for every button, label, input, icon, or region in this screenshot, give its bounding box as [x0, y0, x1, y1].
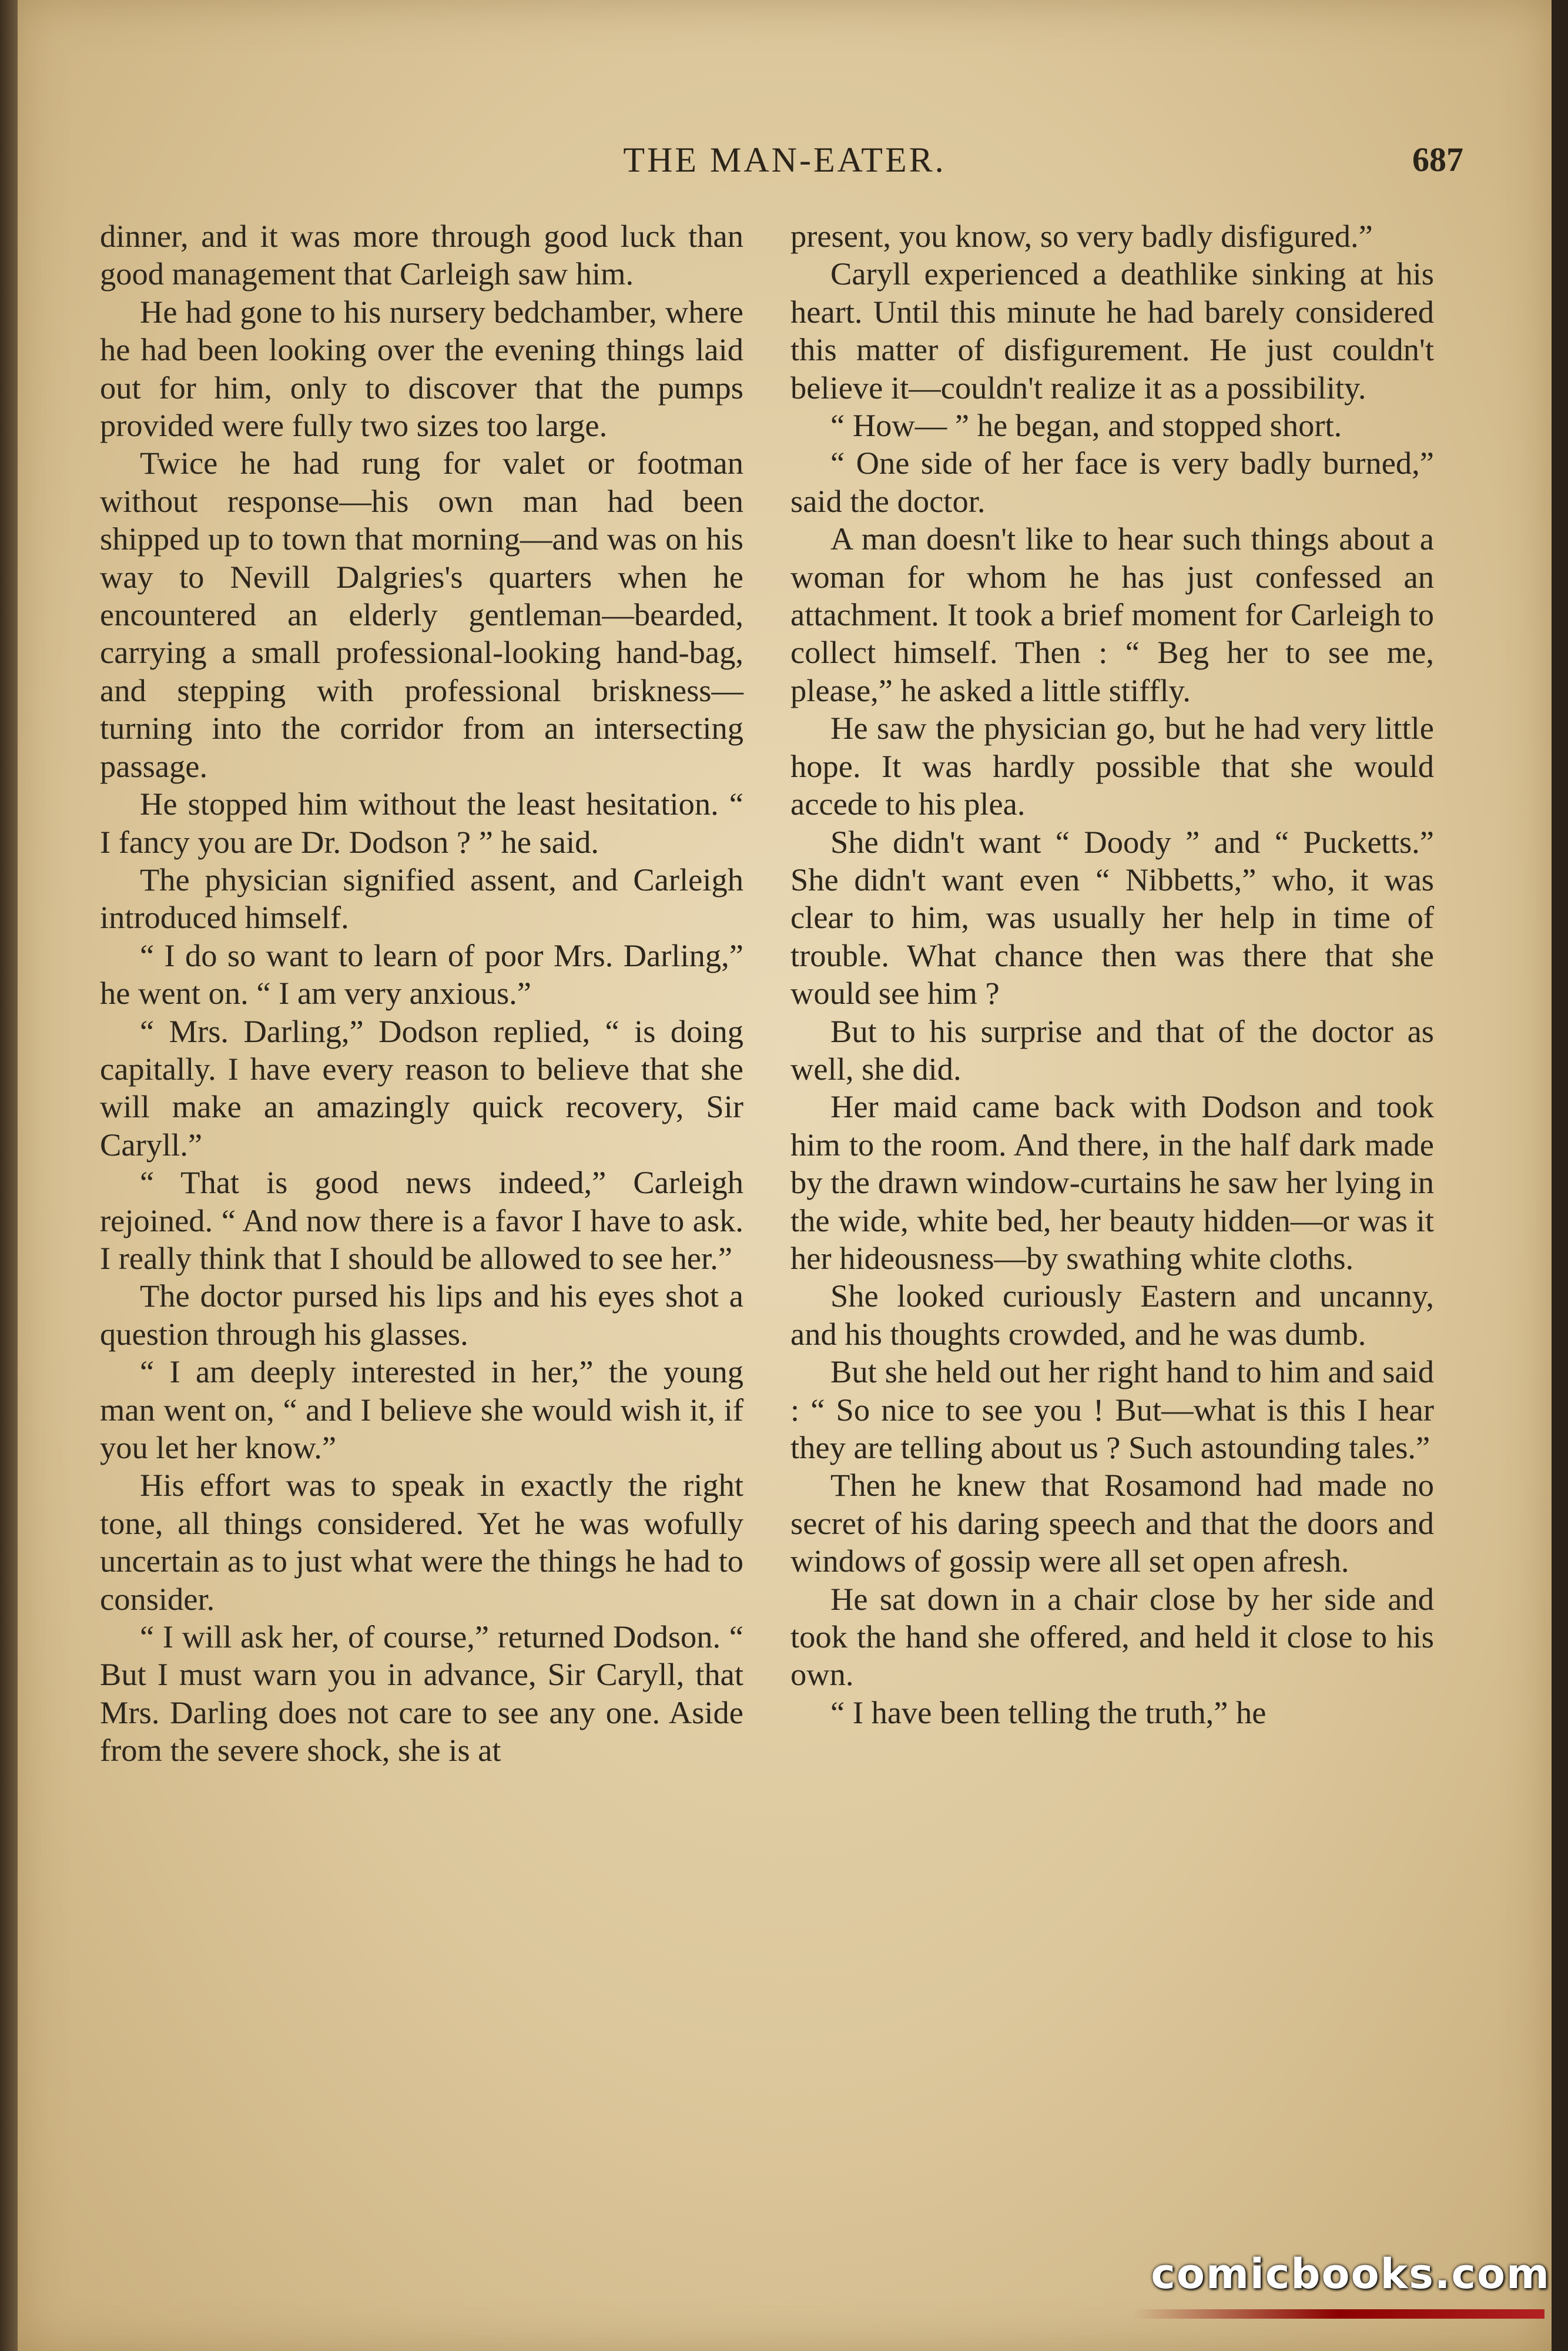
book-spine: [0, 0, 18, 2351]
paragraph: A man doesn't like to hear such things about a woman for whom he has just confessed an attachment. It took a brief moment for Carleigh to collect himself. Then : “ Beg her to see me, please,” he asked a little stiffly.: [790, 521, 1434, 708]
paragraph: “ I am deeply interested in her,” the young man went on, “ and I believe she would wish it, if you let her know.”: [100, 1354, 743, 1465]
paragraph: But to his surprise and that of the doctor as well, she did.: [790, 1013, 1434, 1087]
paragraph: She didn't want “ Doody ” and “ Pucketts.” She didn't want even “ Nibbetts,” who, it was clear to him, was usually her help in time of trouble. What chance then was there that she would see him ?: [790, 823, 1434, 1012]
paragraph: She looked curiously Eastern and uncanny, and his thoughts crowded, and he was dumb.: [790, 1278, 1434, 1352]
paragraph: Twice he had rung for valet or footman without response—his own man had been shipped up to town that morning—and was on his way to Nevill Dalgries's quarters when he encountered an elderly gentleman—bearded, carrying a small professional-looking hand-bag, and stepping with professional briskness—turning into the corridor from an intersecting passage.: [100, 445, 743, 784]
paragraph: “ One side of her face is very badly burned,” said the doctor.: [790, 445, 1434, 519]
paragraph: “ Mrs. Darling,” Dodson replied, “ is doing capitally. I have every reason to believe that she will make an amazingly quick recovery, Sir Caryll.”: [100, 1013, 743, 1163]
paragraph: “ That is good news indeed,” Carleigh rejoined. “ And now there is a favor I have to ask. I really think that I should be allowed to see her.”: [100, 1164, 743, 1276]
paragraph: Then he knew that Rosamond had made no secret of his daring speech and that the doors and windows of gossip were all set open afresh.: [790, 1467, 1434, 1579]
right-column: [790, 217, 1434, 1732]
paragraph: Caryll experienced a deathlike sinking at his heart. Until this minute he had barely considered this matter of disfigurement. He just couldn't believe it—couldn't realize it as a possibility.: [790, 256, 1434, 406]
paragraph: “ I will ask her, of course,” returned Dodson. “ But I must warn you in advance, Sir Caryll, that Mrs. Darling does not care to see any one. Aside from the severe shock, she is at: [100, 1619, 743, 1769]
paragraph: He stopped him without the least hesitation. “ I fancy you are Dr. Dodson ? ” he said.: [100, 786, 743, 860]
paragraph: He saw the physician go, but he had very little hope. It was hardly possible that she would accede to his plea.: [790, 710, 1434, 822]
paragraph: Her maid came back with Dodson and took him to the room. And there, in the half dark made by the drawn window-curtains he saw her lying in the wide, white bed, her beauty hidden—or was it her hideousness—by swathing white cloths.: [790, 1089, 1434, 1276]
paragraph: He had gone to his nursery bedchamber, where he had been looking over the evening things laid out for him, only to discover that the pumps provided were fully two sizes too large.: [100, 293, 743, 444]
paragraph: dinner, and it was more through good luck than good management that Carleigh saw him.: [100, 218, 743, 292]
paragraph: “ I do so want to learn of poor Mrs. Darling,” he went on. “ I am very anxious.”: [100, 937, 743, 1012]
paragraph: But she held out her right hand to him and said : “ So nice to see you ! But—what is this I hear they are telling about us ? Such astounding tales.”: [790, 1354, 1434, 1465]
left-column: [100, 217, 743, 1770]
paragraph: “ I have been telling the truth,” he: [830, 1694, 1267, 1730]
running-head: THE MAN-EATER.: [623, 140, 946, 179]
magazine-page: [18, 0, 1552, 2351]
paragraph: present, you know, so very badly disfigured.”: [790, 218, 1373, 254]
paragraph: The doctor pursed his lips and his eyes shot a question through his glasses.: [100, 1278, 743, 1352]
page-number: 687: [1412, 140, 1463, 179]
paragraph: “ How— ” he began, and stopped short.: [830, 407, 1342, 444]
paragraph: The physician signified assent, and Carleigh introduced himself.: [100, 861, 743, 936]
watermark-underline: [1133, 2309, 1544, 2319]
watermark-text: comicbooks.com: [1151, 2250, 1550, 2298]
paragraph: He sat down in a chair close by her side and took the hand she offered, and held it close to his own.: [790, 1580, 1434, 1693]
paragraph: His effort was to speak in exactly the right tone, all things considered. Yet he was wofully uncertain as to just what were the things he had to consider.: [100, 1467, 743, 1617]
